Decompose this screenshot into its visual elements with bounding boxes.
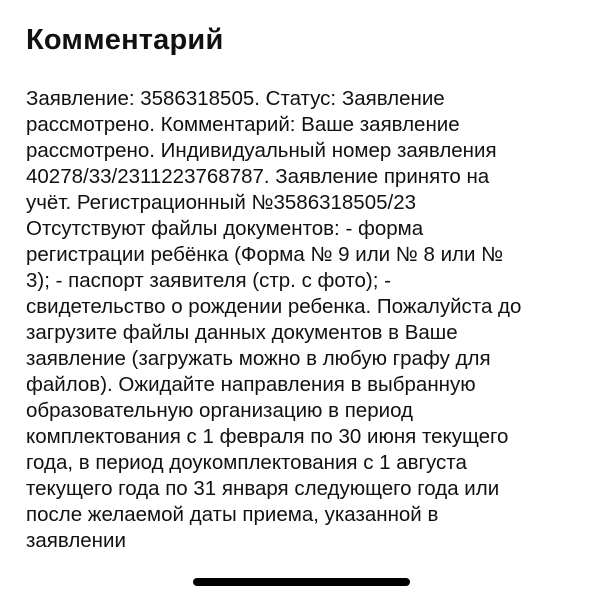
comment-line-13: образовательную организацию в период	[26, 399, 413, 422]
comment-line-5: учёт. Регистрационный №3586318505/23	[26, 191, 417, 214]
comment-line-17: после желаемой даты приема, указанной в	[26, 503, 439, 526]
comment-line-3: рассмотрено. Индивидуальный номер заявления	[26, 139, 497, 162]
comment-line-4: 40278/33/2311223768787. Заявление принято на	[26, 165, 490, 188]
comment-text	[26, 86, 586, 554]
comment-line-16: текущего года по 31 января следующего года или	[26, 477, 500, 500]
comment-line-8: 3); - паспорт заявителя (стр. с фото); -	[26, 269, 391, 292]
comment-line-14: комплектования с 1 февраля по 30 июня текущего	[26, 425, 509, 448]
comment-line-11: заявление (загружать можно в любую графу для	[26, 347, 491, 370]
comment-line-10: загрузите файлы данных документов в Ваше	[26, 321, 458, 344]
comment-line-2: рассмотрено. Комментарий: Ваше заявление	[26, 113, 460, 136]
comment-line-9: свидетельство о рождении ребенка. Пожалуйста до	[26, 295, 522, 318]
comment-line-1: Заявление: 3586318505. Статус: Заявление	[26, 87, 445, 110]
comment-line-7: регистрации ребёнка (Форма № 9 или № 8 или №	[26, 243, 504, 266]
page-title: Комментарий	[26, 24, 224, 56]
comment-line-6: Отсутствуют файлы документов: - форма	[26, 217, 424, 240]
home-indicator[interactable]	[193, 578, 410, 586]
comment-line-18: заявлении	[26, 529, 126, 552]
comment-line-12: файлов). Ожидайте направления в выбранную	[26, 373, 476, 396]
comment-line-15: года, в период доукомплектования с 1 августа	[26, 451, 467, 474]
